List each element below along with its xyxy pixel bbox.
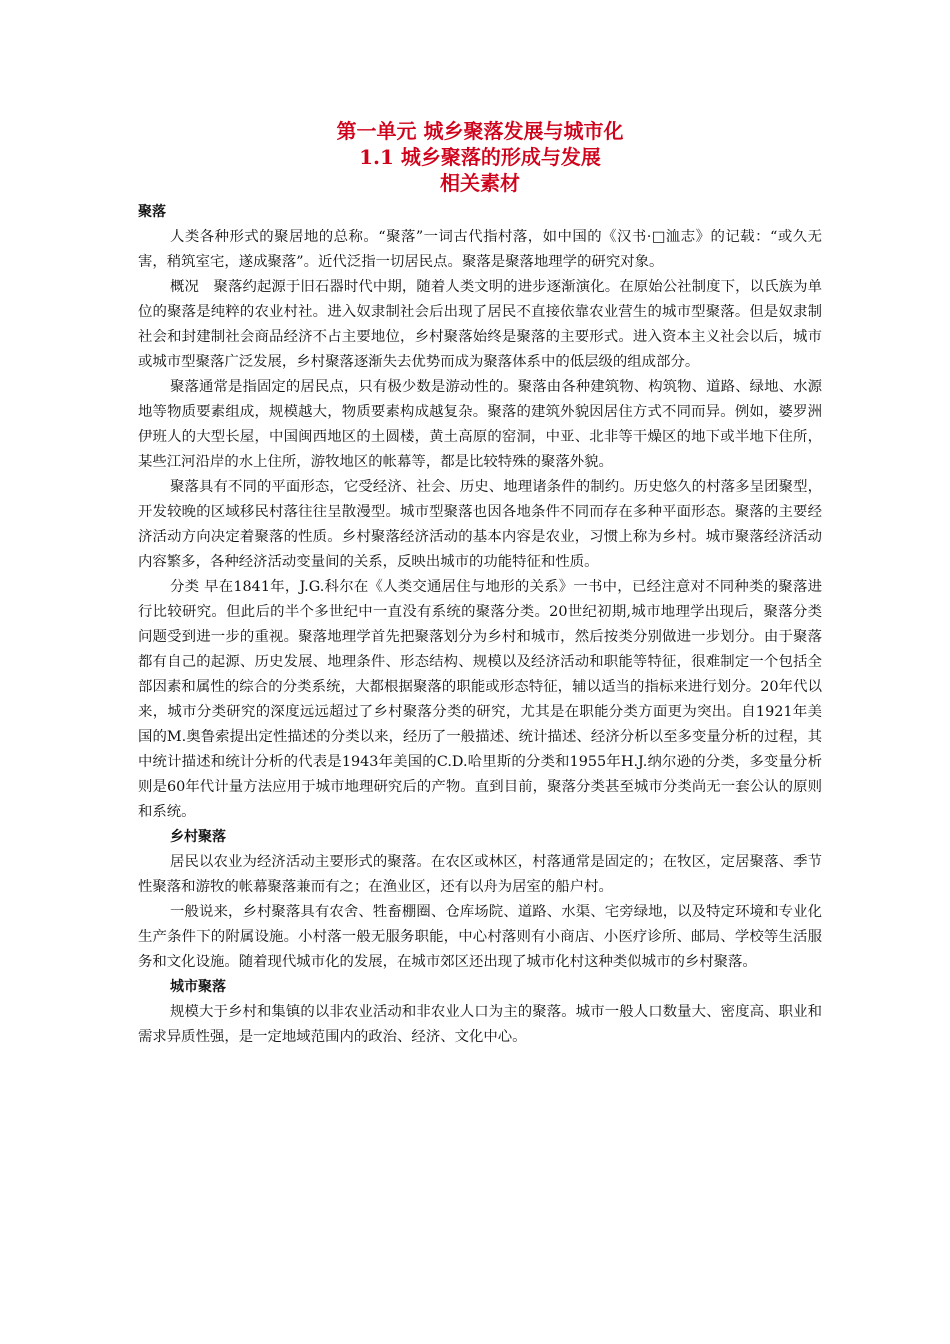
section-heading-settlement: 聚落 [138, 204, 166, 220]
paragraph: 分类 早在1841年，J.G.科尔在《人类交通居住与地形的关系》一书中，已经注意对不同种类的聚落进行比较研究。但此后的半个多世纪中一直没有系统的聚落分类。20世纪初期,城市地理学出现后，聚落分类问题受到进一步的重视。聚落地理学首先把聚落划分为乡村和城市，然后按类分别做进一步划分。由于聚落都有自己的起源、历史发展、地理条件、形态结构、规模以及经济活动和职能等特征，很难制定一个包括全部因素和属性的综合的分类系统，大都根据聚落的职能或形态特征，辅以适当的指标来进行划分。20年代以来，城市分类研究的深度远远超过了乡村聚落分类的研究，尤其是在职能分类方面更为突出。自1921年美国的M.奥鲁索提出定性描述的分类以来，经历了一般描述、统计描述、经济分析以至多变量分析的过程，其中统计描述和统计分析的代表是1943年美国的C.D.哈里斯的分类和1955年H.J.纳尔逊的分类，多变量分析则是60年代计量方法应用于城市地理研究后的产物。直到目前，聚落分类甚至城市分类尚无一套公认的原则和系统。 [138, 579, 822, 820]
paragraph: 概况 聚落约起源于旧石器时代中期，随着人类文明的进步逐渐演化。在原始公社制度下，以氏族为单位的聚落是纯粹的农业村社。进入奴隶制社会后出现了居民不直接依靠农业营生的城市型聚落。但是奴隶制社会和封建制社会商品经济不占主要地位，乡村聚落始终是聚落的主要形式。进入资本主义社会以后，城市或城市型聚落广泛发展，乡村聚落逐渐失去优势而成为聚落体系中的低层级的组成部分。 [138, 279, 822, 370]
section-heading-urban-settlement: 城市聚落 [170, 979, 226, 995]
paragraph: 居民以农业为经济活动主要形式的聚落。在农区或林区，村落通常是固定的；在牧区，定居聚落、季节性聚落和游牧的帐幕聚落兼而有之；在渔业区，还有以舟为居室的船户村。 [138, 854, 822, 895]
paragraph: 一般说来，乡村聚落具有农舍、牲畜棚圈、仓库场院、道路、水渠、宅旁绿地，以及特定环境和专业化生产条件下的附属设施。小村落一般无服务职能，中心村落则有小商店、小医疗诊所、邮局、学校等生活服务和文化设施。随着现代城市化的发展，在城市郊区还出现了城市化村这种类似城市的乡村聚落。 [138, 904, 822, 970]
paragraph: 人类各种形式的聚居地的总称。“聚落”一词古代指村落，如中国的《汉书·□洫志》的记载：“或久无害，稍筑室宅，遂成聚落”。近代泛指一切居民点。聚落是聚落地理学的研究对象。 [138, 229, 822, 270]
paragraph: 聚落具有不同的平面形态，它受经济、社会、历史、地理诸条件的制约。历史悠久的村落多呈团聚型，开发较晚的区域移民村落往往呈散漫型。城市型聚落也因各地条件不同而存在多种平面形态。聚落的主要经济活动方向决定着聚落的性质。乡村聚落经济活动的基本内容是农业，习惯上称为乡村。城市聚落经济活动内容繁多，各种经济活动变量间的关系，反映出城市的功能特征和性质。 [138, 479, 822, 570]
section-heading-rural-settlement: 乡村聚落 [170, 829, 226, 845]
title-unit: 第一单元 城乡聚落发展与城市化 [336, 119, 624, 143]
title-lesson: 1.1 城乡聚落的形成与发展 [359, 145, 601, 169]
document-title [0, 118, 950, 196]
document-body [138, 200, 822, 1050]
paragraph: 规模大于乡村和集镇的以非农业活动和非农业人口为主的聚落。城市一般人口数量大、密度高、职业和需求异质性强，是一定地域范围内的政治、经济、文化中心。 [138, 1004, 822, 1045]
title-material: 相关素材 [440, 171, 520, 195]
paragraph: 聚落通常是指固定的居民点，只有极少数是游动性的。聚落由各种建筑物、构筑物、道路、绿地、水源地等物质要素组成，规模越大，物质要素构成越复杂。聚落的建筑外貌因居住方式不同而异。例如，婆罗洲伊班人的大型长屋，中国闽西地区的土圆楼，黄土高原的窑洞，中亚、北非等干燥区的地下或半地下住所，某些江河沿岸的水上住所，游牧地区的帐幕等，都是比较特殊的聚落外貌。 [138, 379, 822, 470]
